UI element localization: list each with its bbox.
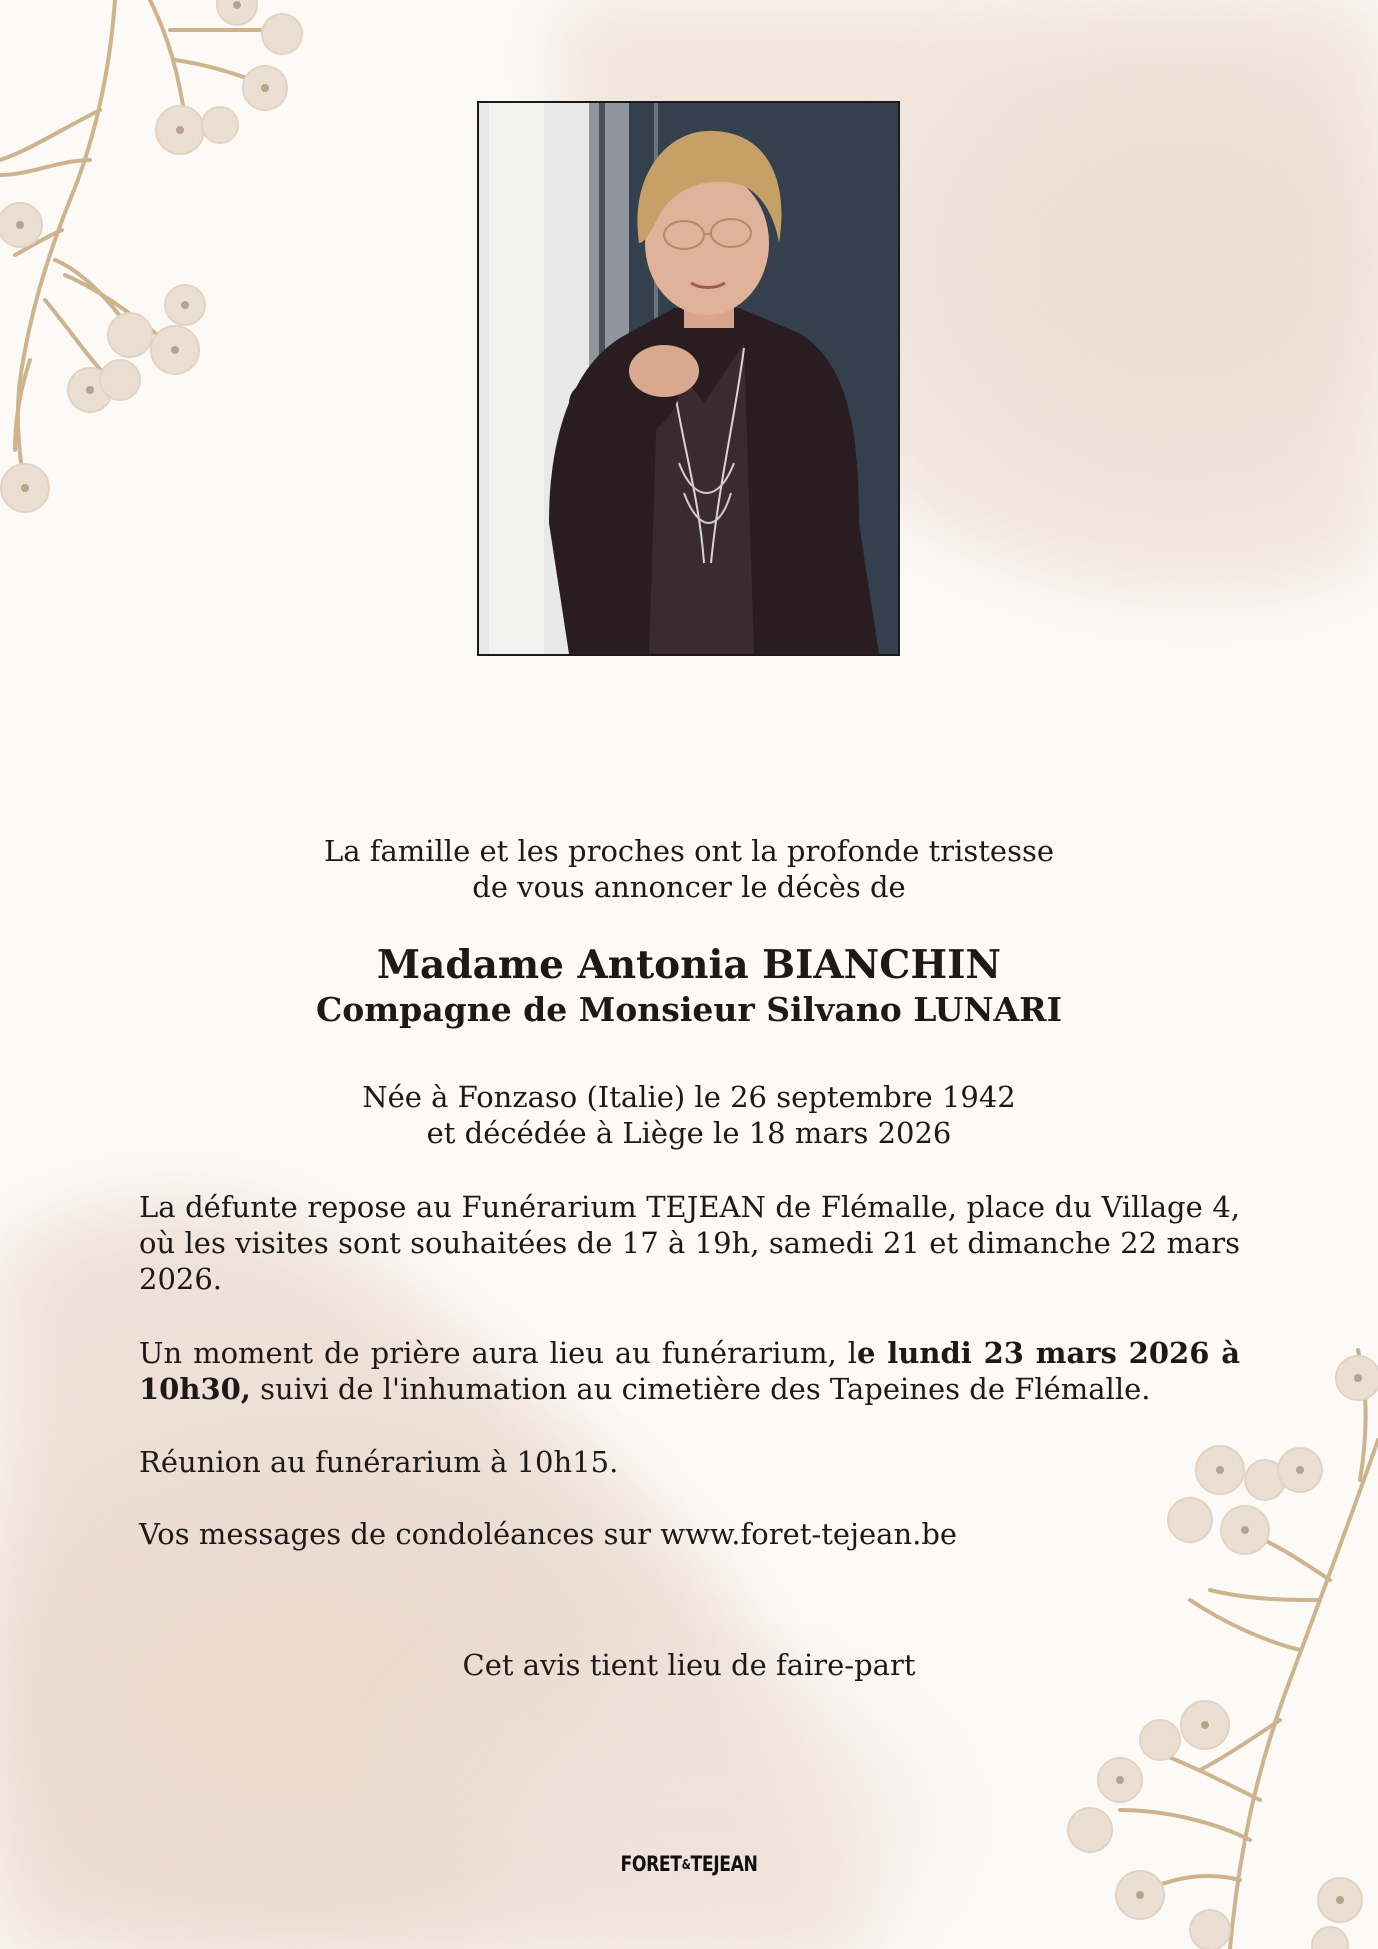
logo-part-1: FORET [620,1852,682,1876]
birth-death-info [189,1079,1189,1151]
rest-paragraph: La défunte repose au Funérarium TEJEAN de Flémalle, place du Village 4, où les visites sont souhaitées de 17 à 19h, samedi 21 et dimanche 22 mars 2026. [139,1190,1240,1296]
funeral-home-logo [607,1852,771,1876]
prayer-text-end: suivi de l'inhumation au cimetière des Tapeines de Flémalle. [250,1372,1151,1406]
prayer-date-time: e lundi 23 mars 2026 à 10h30, [139,1336,1240,1406]
birth-line: Née à Fonzaso (Italie) le 26 septembre 1942 [362,1080,1016,1114]
portrait-photo [477,101,900,656]
closing-line: Cet avis tient lieu de faire-part [462,1648,916,1682]
companion-line: Compagne de Monsieur Silvano LUNARI [315,990,1063,1029]
meeting-paragraph: Réunion au funérarium à 10h15. [139,1445,619,1479]
logo-ampersand: & [681,1858,691,1873]
floral-branch-top-left [0,0,275,490]
logo-part-2: TEJEAN [690,1852,758,1876]
intro-line-1: La famille et les proches ont la profonde tristesse [323,834,1055,868]
blossoms-top-left [0,0,302,512]
deceased-name: Madame Antonia BIANCHIN [376,942,1002,988]
intro-text [189,833,1189,905]
prayer-text-start: Un moment de prière aura lieu au funérarium, l [139,1336,857,1370]
death-line: et décédée à Liège le 18 mars 2026 [426,1116,952,1150]
prayer-paragraph [139,1335,1240,1407]
intro-line-2: de vous annoncer le décès de [472,870,906,904]
condolences-paragraph: Vos messages de condoléances sur www.foret-tejean.be [139,1517,958,1551]
